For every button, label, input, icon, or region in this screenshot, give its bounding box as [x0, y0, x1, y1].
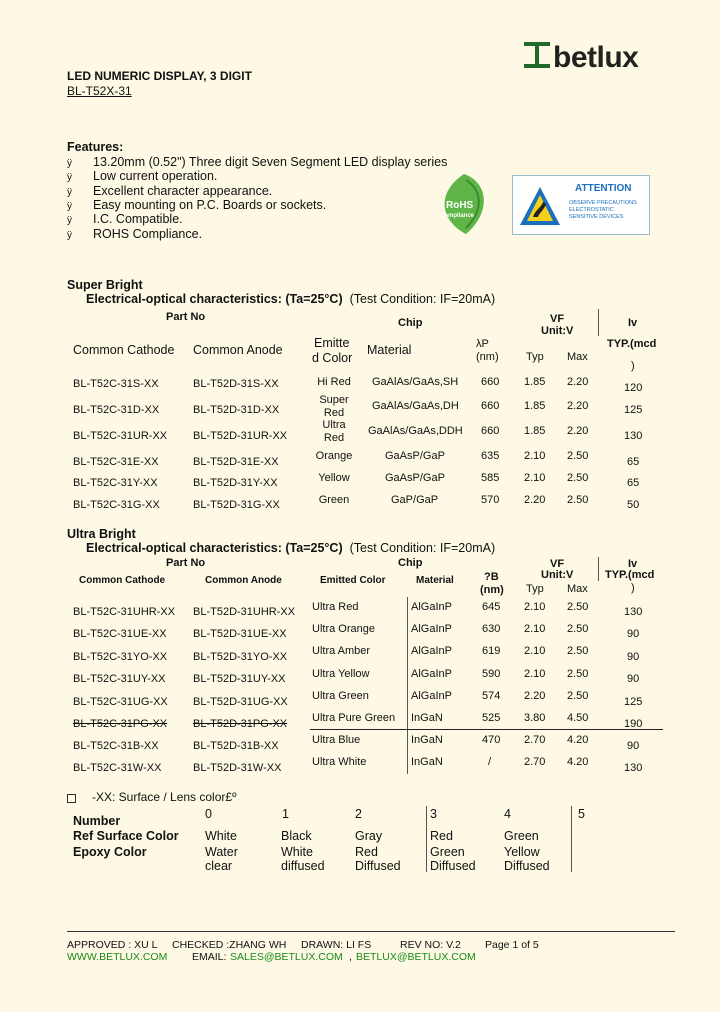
cell-cathode: BL-T52C-31YO-XX: [73, 651, 168, 663]
cell-lambda: 619: [482, 645, 501, 657]
header-common-cathode: Common Cathode: [79, 575, 166, 586]
header-unit: Unit:V: [541, 569, 574, 581]
epoxy-color: clear: [205, 859, 233, 873]
header-common-anode: Common Anode: [205, 575, 282, 586]
cell-material: GaAsP/GaP: [385, 472, 445, 484]
cell-anode: BL-T52D-31UG-XX: [193, 696, 288, 708]
cell-color: Red: [323, 432, 345, 444]
attention-line: OBSERVE PRECAUTIONS: [569, 200, 637, 206]
svg-text:betlux: betlux: [553, 41, 639, 70]
cell-color: Ultra Red: [312, 601, 359, 613]
cell-material: GaAlAs/GaAs,SH: [372, 376, 459, 388]
lens-number: 1: [282, 807, 289, 821]
cell-material: InGaN: [411, 734, 443, 746]
cell-lambda: 635: [481, 450, 500, 462]
header-emitted-color: d Color: [312, 351, 353, 365]
cell-iv: 130: [624, 430, 643, 442]
cell-anode: BL-T52D-31D-XX: [193, 404, 280, 416]
cell-color: Ultra Green: [312, 690, 369, 702]
header-material: Material: [416, 575, 454, 586]
cell-color: Super: [319, 394, 349, 406]
revision: REV NO: V.2: [400, 939, 461, 951]
svg-text:Compliance: Compliance: [440, 213, 475, 219]
header-part-no: Part No: [166, 311, 206, 323]
cell-lambda: 470: [482, 734, 501, 746]
cell-cathode: BL-T52C-31UHR-XX: [73, 606, 176, 618]
cell-color: Yellow: [318, 472, 350, 484]
lens-number: 4: [504, 807, 511, 821]
betlux-logo: [522, 40, 652, 70]
document-title: LED NUMERIC DISPLAY, 3 DIGIT: [67, 69, 252, 83]
cell-lambda: 585: [481, 472, 500, 484]
ultra-bright-heading: Ultra Bright: [67, 527, 136, 541]
header-vf: VF: [550, 313, 565, 325]
header-lambda-unit: (nm): [476, 351, 499, 363]
cell-anode: BL-T52D-31S-XX: [193, 378, 279, 390]
cell-anode: BL-T52D-31W-XX: [193, 762, 282, 774]
surface-color: White: [205, 829, 237, 843]
epoxy-color: Diffused: [430, 859, 476, 873]
cell-material: InGaN: [411, 712, 443, 724]
header-common-anode: Common Anode: [193, 343, 283, 357]
column-divider: [598, 309, 599, 336]
cell-anode: BL-T52D-31UE-XX: [193, 628, 287, 640]
cell-typ: 2.10: [524, 450, 546, 462]
header-chip: Chip: [398, 317, 423, 329]
cell-typ: 2.10: [524, 472, 546, 484]
header-iv-typ: TYP.(mcd: [605, 569, 655, 581]
cell-iv: 65: [627, 477, 640, 489]
cell-lambda: /: [488, 756, 492, 768]
cell-max: 2.50: [567, 690, 589, 702]
epoxy-color: White: [281, 845, 313, 859]
cell-typ: 2.10: [524, 645, 546, 657]
cell-color: Ultra Amber: [312, 645, 371, 657]
epoxy-color: Yellow: [504, 845, 540, 859]
header-lambda: λP: [476, 338, 489, 350]
cell-max: 4.20: [567, 756, 589, 768]
header-iv-typ: TYP.(mcd: [607, 338, 657, 350]
footer-divider: [67, 931, 675, 932]
cell-anode: BL-T52D-31G-XX: [193, 499, 280, 511]
rohs-leaf-icon: [436, 172, 492, 236]
cell-anode: BL-T52D-31UY-XX: [193, 673, 286, 685]
sales-email-link[interactable]: SALES@BETLUX.COM: [230, 951, 343, 963]
cell-lambda: 630: [482, 623, 501, 635]
feature-item: ÿ 13.20mm (0.52") Three digit Seven Segment LED display series: [67, 155, 448, 169]
cell-max: 2.50: [567, 645, 589, 657]
email-separator: ,: [349, 951, 352, 963]
attention-title: ATTENTION: [575, 183, 632, 194]
website-link[interactable]: WWW.BETLUX.COM: [67, 951, 168, 963]
cell-typ: 2.10: [524, 623, 546, 635]
cell-cathode: BL-T52C-31E-XX: [73, 456, 159, 468]
feature-item: ÿ Low current operation.: [67, 169, 218, 183]
cell-material: InGaN: [411, 756, 443, 768]
cell-max: 2.50: [567, 472, 589, 484]
cell-lambda: 645: [482, 601, 501, 613]
cell-lambda: 660: [481, 425, 500, 437]
super-bright-heading: Super Bright: [67, 278, 143, 292]
cell-material: GaAsP/GaP: [385, 450, 445, 462]
header-max: Max: [567, 351, 588, 363]
cell-max: 2.50: [567, 601, 589, 613]
cell-lambda: 590: [482, 668, 501, 680]
cell-max: 2.50: [567, 494, 589, 506]
lens-number: 2: [355, 807, 362, 821]
cell-iv: 120: [624, 382, 643, 394]
label-surface-color: Ref Surface Color: [73, 829, 179, 843]
cell-iv: 130: [624, 606, 643, 618]
cell-cathode: BL-T52C-31UE-XX: [73, 628, 167, 640]
cell-material: GaAlAs/GaAs,DH: [372, 400, 459, 412]
cell-max: 2.50: [567, 450, 589, 462]
cell-max: 4.20: [567, 734, 589, 746]
cell-iv: 90: [627, 628, 640, 640]
lens-number: 5: [578, 807, 585, 821]
cell-cathode: BL-T52C-31B-XX: [73, 740, 159, 752]
cell-cathode: BL-T52C-31UR-XX: [73, 430, 168, 442]
header-part-no: Part No: [166, 557, 206, 569]
cell-lambda: 525: [482, 712, 501, 724]
header-lambda: ?B: [484, 571, 499, 583]
label-epoxy-color: Epoxy Color: [73, 845, 147, 859]
feature-item: ÿ Excellent character appearance.: [67, 184, 273, 198]
cell-cathode: BL-T52C-31S-XX: [73, 378, 159, 390]
cell-typ: 2.10: [524, 601, 546, 613]
cell-typ: 3.80: [524, 712, 546, 724]
color-note: -XX: Surface / Lens color£º: [92, 790, 237, 804]
cell-anode: BL-T52D-31YO-XX: [193, 651, 288, 663]
cell-iv: 65: [627, 456, 640, 468]
cell-typ: 1.85: [524, 425, 546, 437]
email-label: EMAIL:: [192, 951, 227, 963]
cell-anode: BL-T52D-31UHR-XX: [193, 606, 296, 618]
svg-text:RoHS: RoHS: [446, 200, 474, 211]
cell-typ: 2.70: [524, 756, 546, 768]
cell-max: 2.20: [567, 376, 589, 388]
header-lambda-unit: (nm): [480, 584, 504, 596]
row-divider: [310, 729, 663, 730]
surface-color: Black: [281, 829, 312, 843]
header-common-cathode: Common Cathode: [73, 343, 175, 357]
cell-iv: 130: [624, 762, 643, 774]
epoxy-color: Green: [430, 845, 465, 859]
cell-max: 2.20: [567, 425, 589, 437]
cell-color: Red: [323, 407, 345, 419]
super-subheading: Electrical-optical characteristics: (Ta=25°C) (Test Condition: IF=20mA): [86, 292, 496, 306]
label-number: Number: [73, 814, 121, 828]
column-divider: [571, 806, 572, 872]
epoxy-color: Water: [205, 845, 238, 859]
cell-lambda: 574: [482, 690, 501, 702]
header-iv-typ: ): [631, 582, 635, 594]
epoxy-color: diffused: [281, 859, 325, 873]
cell-color: Ultra Yellow: [312, 668, 370, 680]
cell-iv: 90: [627, 673, 640, 685]
cell-max: 2.50: [567, 668, 589, 680]
cell-anode: BL-T52D-31UR-XX: [193, 430, 288, 442]
cell-cathode: BL-T52C-31UG-XX: [73, 696, 168, 708]
cell-iv: 50: [627, 499, 640, 511]
cell-cathode: BL-T52C-31PG-XX: [73, 718, 168, 730]
column-divider: [598, 557, 599, 581]
feature-item: ÿ Easy mounting on P.C. Boards or sockets.: [67, 198, 327, 212]
cell-max: 4.50: [567, 712, 589, 724]
cell-anode: BL-T52D-31Y-XX: [193, 477, 278, 489]
cell-typ: 2.10: [524, 668, 546, 680]
attention-line: SENSITIVE DEVICES: [569, 214, 624, 220]
header-max: Max: [567, 583, 588, 595]
cell-lambda: 660: [481, 376, 500, 388]
cell-color: Ultra: [322, 419, 346, 431]
cell-cathode: BL-T52C-31W-XX: [73, 762, 162, 774]
column-divider: [426, 806, 427, 872]
cell-color: Ultra Orange: [312, 623, 375, 635]
column-divider: [407, 597, 408, 774]
cell-typ: 2.70: [524, 734, 546, 746]
esd-attention-box: [512, 175, 650, 235]
cell-material: GaAlAs/GaAs,DDH: [368, 425, 463, 437]
cell-cathode: BL-T52C-31D-XX: [73, 404, 160, 416]
cell-typ: 1.85: [524, 376, 546, 388]
header-typ: Typ: [526, 351, 544, 363]
betlux-email-link[interactable]: BETLUX@BETLUX.COM: [356, 951, 476, 963]
approved-by: APPROVED : XU L: [67, 939, 158, 951]
cell-anode: BL-T52D-31PG-XX: [193, 718, 288, 730]
cell-color: Hi Red: [317, 376, 351, 388]
cell-lambda: 570: [481, 494, 500, 506]
cell-iv: 90: [627, 740, 640, 752]
cell-color: Ultra Blue: [312, 734, 361, 746]
attention-line: ELECTROSTATIC: [569, 207, 614, 213]
header-emitted-color: Emitte: [314, 336, 350, 350]
cell-cathode: BL-T52C-31G-XX: [73, 499, 160, 511]
header-iv-typ: ): [631, 360, 635, 372]
cell-lambda: 660: [481, 400, 500, 412]
epoxy-color: Diffused: [355, 859, 401, 873]
cell-iv: 90: [627, 651, 640, 663]
page-number: Page 1 of 5: [485, 939, 539, 951]
surface-color: Green: [504, 829, 539, 843]
ultra-subheading: Electrical-optical characteristics: (Ta=25°C) (Test Condition: IF=20mA): [86, 541, 496, 555]
header-iv: Iv: [628, 558, 638, 570]
surface-color: Gray: [355, 829, 383, 843]
cell-cathode: BL-T52C-31Y-XX: [73, 477, 158, 489]
cell-max: 2.50: [567, 623, 589, 635]
checkbox-square-icon: [67, 794, 76, 803]
cell-iv: 125: [624, 404, 643, 416]
header-iv: Iv: [628, 317, 638, 329]
feature-item: ÿ I.C. Compatible.: [67, 212, 183, 226]
cell-material: AlGaInP: [411, 668, 452, 680]
cell-color: Ultra White: [312, 756, 367, 768]
cell-material: AlGaInP: [411, 645, 452, 657]
epoxy-color: Diffused: [504, 859, 550, 873]
cell-cathode: BL-T52C-31UY-XX: [73, 673, 166, 685]
part-number: BL-T52X-31: [67, 84, 132, 98]
cell-material: AlGaInP: [411, 601, 452, 613]
cell-color: Ultra Pure Green: [312, 712, 396, 724]
esd-warning-icon: [519, 186, 561, 226]
cell-color: Orange: [315, 450, 353, 462]
cell-iv: 125: [624, 696, 643, 708]
checked-by: CHECKED :ZHANG WH: [172, 939, 287, 951]
epoxy-color: Red: [355, 845, 378, 859]
cell-typ: 2.20: [524, 690, 546, 702]
cell-material: AlGaInP: [411, 690, 452, 702]
lens-number: 0: [205, 807, 212, 821]
header-vf: VF: [550, 558, 565, 570]
cell-typ: 1.85: [524, 400, 546, 412]
header-unit: Unit:V: [541, 325, 574, 337]
cell-anode: BL-T52D-31E-XX: [193, 456, 279, 468]
lens-number: 3: [430, 807, 437, 821]
header-chip: Chip: [398, 557, 423, 569]
header-typ: Typ: [526, 583, 544, 595]
feature-item: ÿ ROHS Compliance.: [67, 227, 203, 241]
cell-anode: BL-T52D-31B-XX: [193, 740, 279, 752]
header-material: Material: [367, 343, 412, 357]
header-emitted-color: Emitted Color: [320, 575, 386, 586]
cell-max: 2.20: [567, 400, 589, 412]
cell-material: GaP/GaP: [391, 494, 439, 506]
cell-material: AlGaInP: [411, 623, 452, 635]
drawn-by: DRAWN: LI FS: [301, 939, 372, 951]
cell-typ: 2.20: [524, 494, 546, 506]
cell-color: Green: [318, 494, 350, 506]
features-heading: Features:: [67, 140, 124, 154]
cell-iv: 190: [624, 718, 643, 730]
surface-color: Red: [430, 829, 453, 843]
